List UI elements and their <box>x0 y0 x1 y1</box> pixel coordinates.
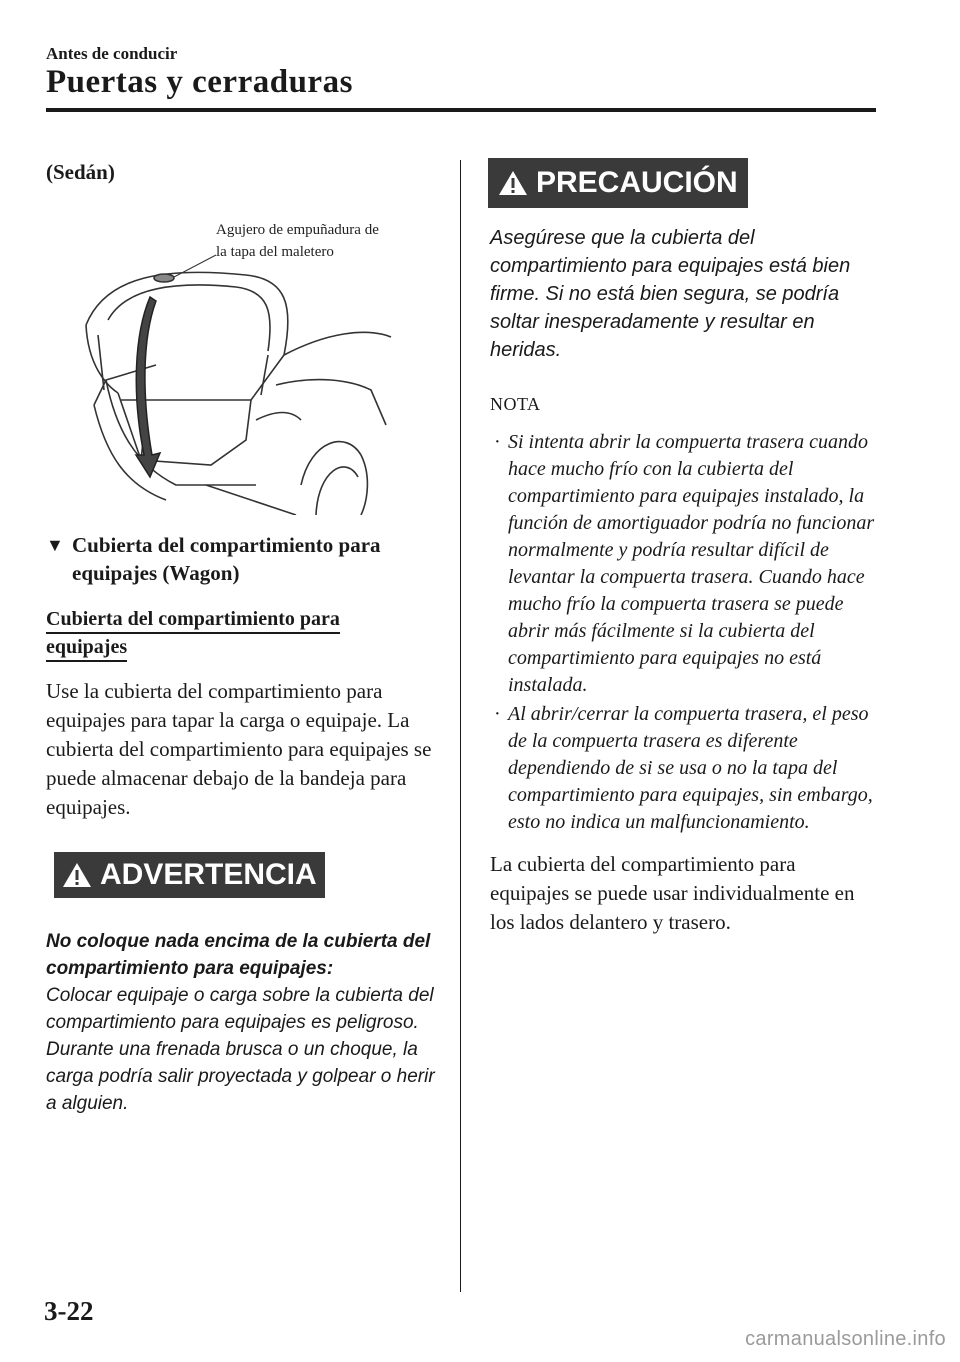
section-heading-text: Cubierta del compartimiento para equipajes (Wagon) <box>72 533 381 585</box>
page-number: 3-22 <box>44 1296 94 1326</box>
caution-label: PRECAUCIÓN <box>536 166 738 199</box>
nota-heading: NOTA <box>490 394 541 414</box>
watermark: carmanualsonline.info <box>745 1328 946 1350</box>
figure-caption <box>216 219 436 263</box>
caution-text: Asegúrese que la cubierta del compartimiento para equipajes está bien firme. Si no está bien segura, se podría soltar inesperadamente y resultar en heridas. <box>490 227 851 361</box>
title-rule <box>46 108 876 112</box>
page-title: Puertas y cerraduras <box>46 64 353 100</box>
bullet-icon: · <box>494 431 501 453</box>
subsection-heading-line-2: equipajes <box>46 636 127 662</box>
warning-title: No coloque nada encima de la cubierta del compartimiento para equipajes: <box>46 931 431 979</box>
caution-badge <box>490 160 746 206</box>
subsection-heading-line-1: Cubierta del compartimiento para <box>46 608 340 634</box>
nota-item <box>490 429 880 699</box>
nota-item <box>490 701 880 836</box>
left-column <box>46 160 438 1117</box>
figure-heading: (Sedán) <box>46 160 115 184</box>
warning-triangle-icon <box>62 861 92 889</box>
final-paragraph: La cubierta del compartimiento para equipajes se puede usar individualmente en los lados delantero y trasero. <box>490 852 855 934</box>
trunk-figure <box>46 215 438 515</box>
figure-caption-line-1: Agujero de empuñadura de <box>216 222 379 238</box>
warning-text: Colocar equipaje o carga sobre la cubierta del compartimiento para equipajes es peligroso. Durante una frenada brusca o un choque, la carga podría salir proyectada y golpear o herir a alguien. <box>46 985 435 1114</box>
column-divider <box>460 160 461 1292</box>
intro-paragraph: Use la cubierta del compartimiento para equipajes para tapar la carga o equipaje. La cubierta del compartimiento para equipajes se puede almacenar debajo de la bandeja para equipajes. <box>46 679 432 819</box>
nota-item-text: Si intenta abrir la compuerta trasera cuando hace mucho frío con la cubierta del compartimiento para equipajes instalado, la función de amortiguador podría no funcionar normalmente y podría resultar difícil de levantar la compuerta trasera. Cuando hace mucho frío la compuerta trasera se puede abrir más fácilmente si la cubierta del compartimiento para equipajes no está instalada. <box>508 431 875 696</box>
right-column <box>490 160 880 937</box>
figure-caption-line-2: la tapa del maletero <box>216 244 334 260</box>
nota-list <box>490 429 880 836</box>
bullet-icon: · <box>494 703 501 725</box>
warning-badge <box>54 852 325 898</box>
warning-label: ADVERTENCIA <box>100 858 317 891</box>
section-heading <box>46 531 438 587</box>
nota-item-text: Al abrir/cerrar la compuerta trasera, el peso de la compuerta trasera es diferente dependiendo de si se usa o no la tapa del compartimiento para equipajes, sin embargo, esto no indica un malfuncionamiento. <box>508 703 873 833</box>
subsection-heading <box>46 605 438 661</box>
caution-triangle-icon <box>498 169 528 197</box>
triangle-marker-icon: ▼ <box>46 535 64 555</box>
section-label: Antes de conducir <box>46 44 178 63</box>
